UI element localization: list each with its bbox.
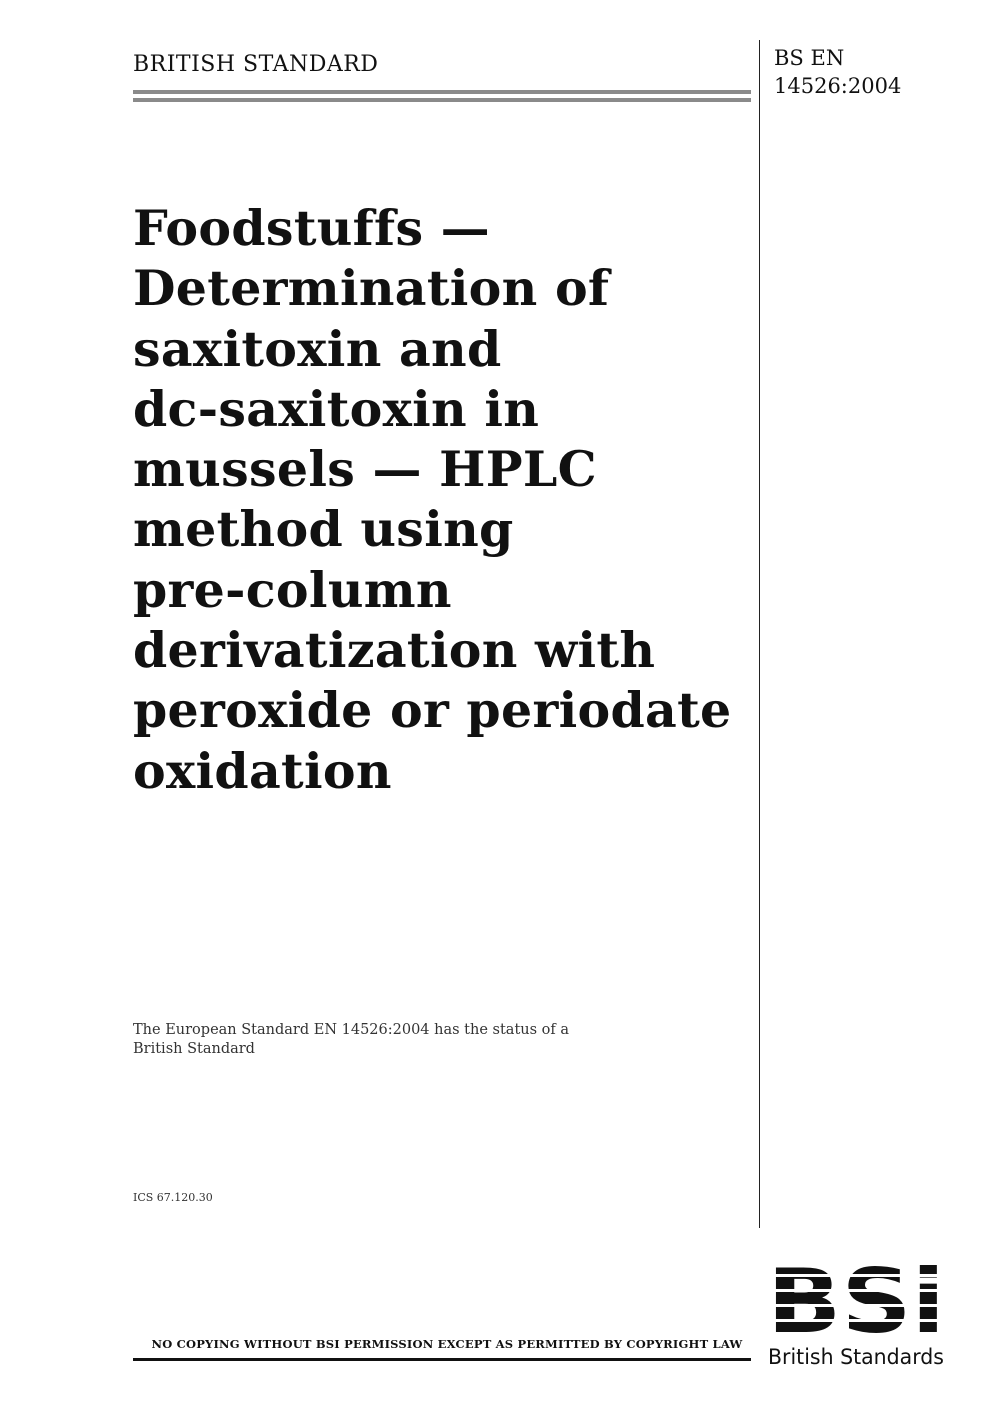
- vertical-divider: [759, 40, 760, 1228]
- ics-code: ICS 67.120.30: [133, 1191, 213, 1204]
- header-label: BRITISH STANDARD: [133, 52, 379, 77]
- header-rule-bottom: [133, 98, 751, 102]
- standard-number: BS EN 14526:2004: [774, 46, 902, 98]
- status-statement: The European Standard EN 14526:2004 has the status of a British Standard: [133, 1022, 570, 1057]
- bsi-logo: [767, 1260, 947, 1370]
- footer-rule: [133, 1358, 751, 1361]
- header-rule-top: [133, 90, 751, 94]
- bsi-logo-caption: British Standards: [768, 1345, 944, 1369]
- document-title: Foodstuffs — Determination of saxitoxin and dc-saxitoxin in mussels — HPLC method using pre-column derivatization with peroxide or periodate oxidation: [133, 199, 732, 800]
- copyright-notice: NO COPYING WITHOUT BSI PERMISSION EXCEPT AS PERMITTED BY COPYRIGHT LAW: [151, 1337, 743, 1351]
